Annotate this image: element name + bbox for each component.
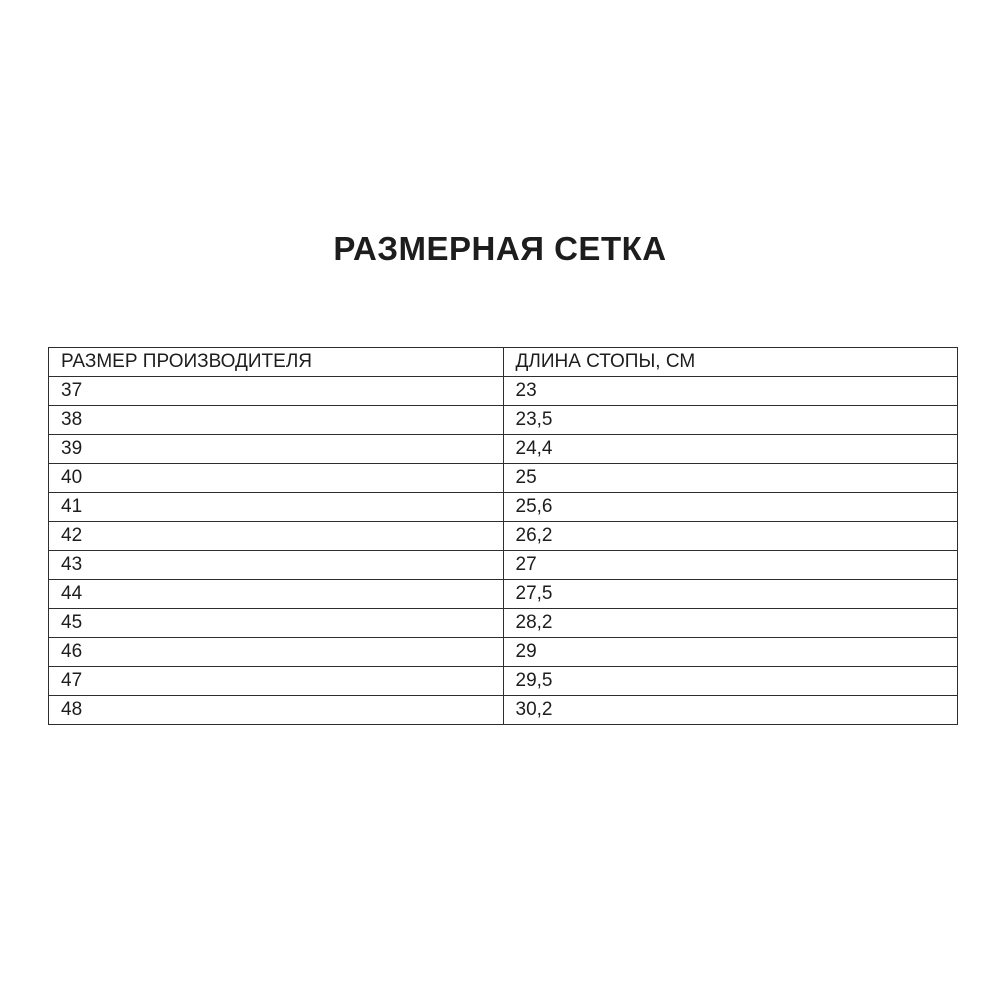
table-row — [49, 406, 958, 435]
cell-manufacturer-size: 37 — [49, 377, 504, 406]
cell-foot-length: 27 — [503, 551, 958, 580]
cell-foot-length: 25,6 — [503, 493, 958, 522]
table-header-row — [49, 348, 958, 377]
cell-manufacturer-size: 42 — [49, 522, 504, 551]
cell-manufacturer-size: 43 — [49, 551, 504, 580]
cell-manufacturer-size: 41 — [49, 493, 504, 522]
cell-manufacturer-size: 39 — [49, 435, 504, 464]
table-row — [49, 522, 958, 551]
size-table — [48, 347, 958, 725]
cell-foot-length: 23 — [503, 377, 958, 406]
table-row — [49, 435, 958, 464]
cell-foot-length: 23,5 — [503, 406, 958, 435]
page-title: РАЗМЕРНАЯ СЕТКА — [333, 230, 667, 267]
cell-foot-length: 26,2 — [503, 522, 958, 551]
cell-manufacturer-size: 48 — [49, 696, 504, 725]
cell-foot-length: 29 — [503, 638, 958, 667]
cell-manufacturer-size: 46 — [49, 638, 504, 667]
cell-manufacturer-size: 45 — [49, 609, 504, 638]
cell-foot-length: 24,4 — [503, 435, 958, 464]
cell-manufacturer-size: 38 — [49, 406, 504, 435]
table-body — [49, 377, 958, 725]
table-row — [49, 667, 958, 696]
cell-manufacturer-size: 44 — [49, 580, 504, 609]
column-header-manufacturer-size: РАЗМЕР ПРОИЗВОДИТЕЛЯ — [49, 348, 504, 377]
cell-foot-length: 28,2 — [503, 609, 958, 638]
cell-foot-length: 27,5 — [503, 580, 958, 609]
column-header-foot-length: ДЛИНА СТОПЫ, СМ — [503, 348, 958, 377]
cell-foot-length: 29,5 — [503, 667, 958, 696]
table-row — [49, 493, 958, 522]
cell-manufacturer-size: 40 — [49, 464, 504, 493]
table-row — [49, 638, 958, 667]
cell-foot-length: 25 — [503, 464, 958, 493]
table-row — [49, 696, 958, 725]
cell-foot-length: 30,2 — [503, 696, 958, 725]
cell-manufacturer-size: 47 — [49, 667, 504, 696]
table-row — [49, 464, 958, 493]
table-row — [49, 609, 958, 638]
table-row — [49, 580, 958, 609]
table-row — [49, 551, 958, 580]
table-row — [49, 377, 958, 406]
